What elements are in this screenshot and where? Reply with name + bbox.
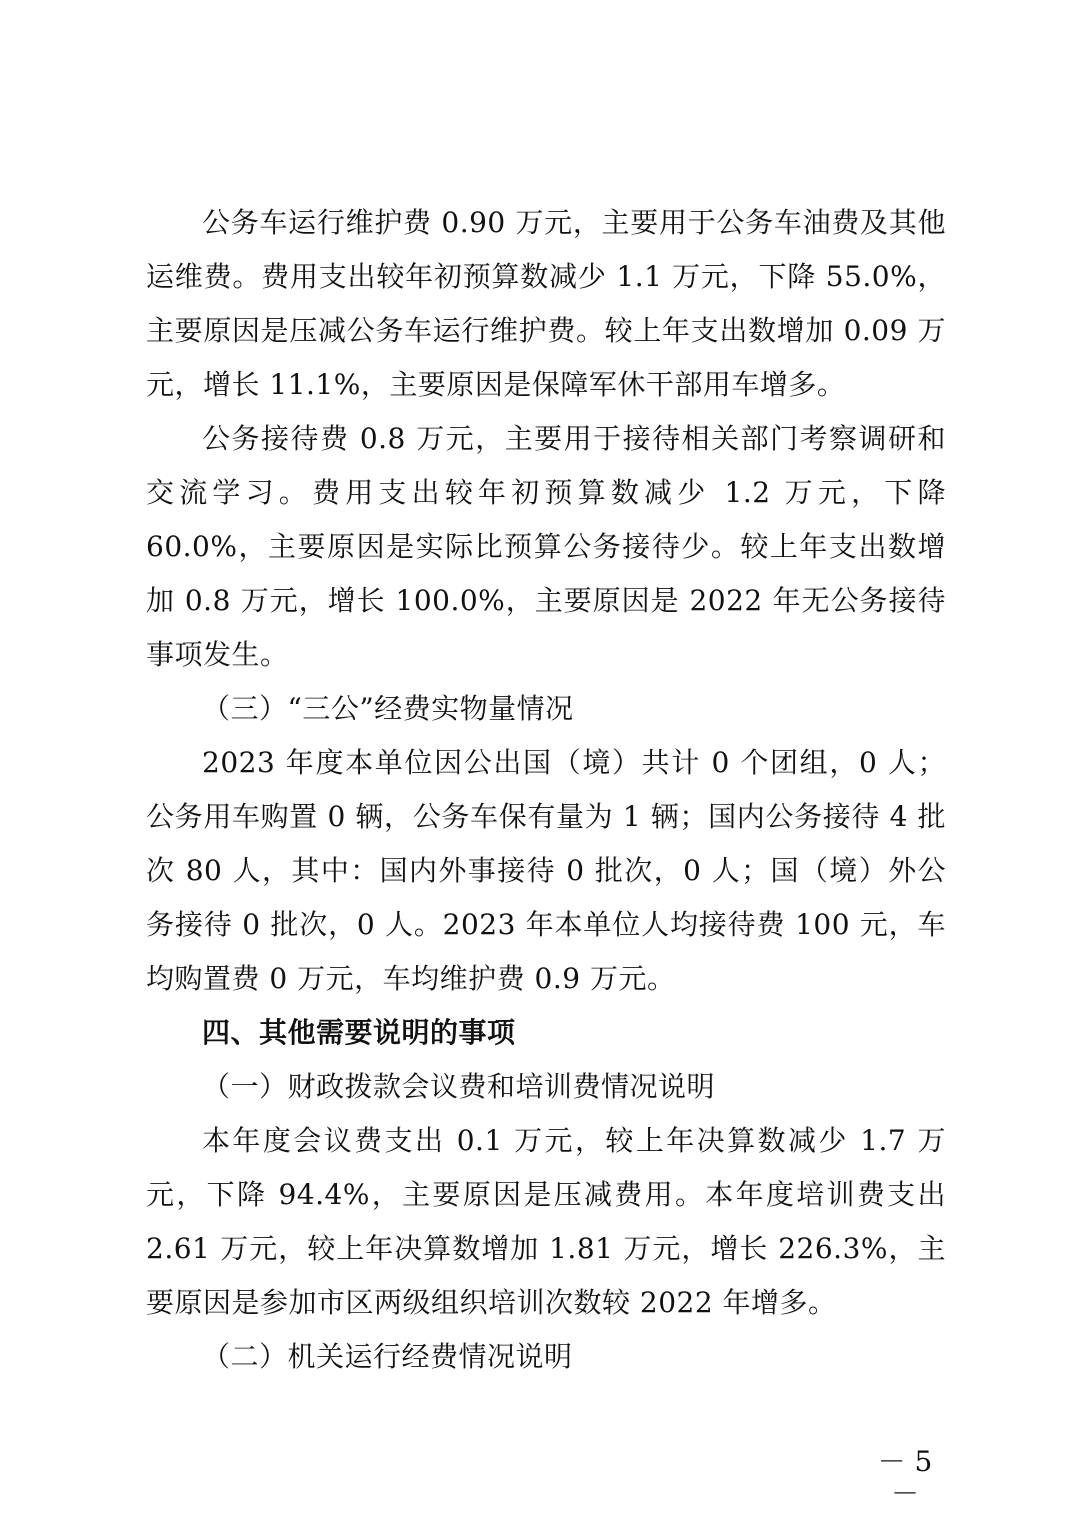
- paragraph-reception-expense: 公务接待费 0.8 万元，主要用于接待相关部门考察调研和交流学习。费用支出较年初预算数减少 1.2 万元，下降 60.0%，主要原因是实际比预算公务接待少。较上年支出数增加 0.8 万元，增长 100.0%，主要原因是 2022 年无公务接待事项发生。: [146, 422, 946, 671]
- section-heading-physical-quantity: （三）“三公”经费实物量情况: [202, 692, 574, 725]
- paragraph-meeting-training: 本年度会议费支出 0.1 万元，较上年决算数减少 1.7 万元，下降 94.4%，主要原因是压减费用。本年度培训费支出 2.61 万元，较上年决算数增加 1.81 万元，增长 226.3%，主要原因是参加市区两级组织培训次数较 2022 年增多。: [146, 1124, 946, 1319]
- document-body: [146, 196, 946, 1384]
- subsection-heading-meeting-training: （一）财政拨款会议费和培训费情况说明: [202, 1070, 716, 1103]
- paragraph-physical-quantity: 2023 年度本单位因公出国（境）共计 0 个团组，0 人；公务用车购置 0 辆，公务车保有量为 1 辆；国内公务接待 4 批次 80 人，其中：国内外事接待 0 批次，0 人；国（境）外公务接待 0 批次，0 人。2023 年本单位人均接待费 100 元，车均购置费 0 万元，车均维护费 0.9 万元。: [146, 746, 946, 995]
- paragraph-vehicle-maintenance: 公务车运行维护费 0.90 万元，主要用于公务车油费及其他运维费。费用支出较年初预算数减少 1.1 万元，下降 55.0%，主要原因是压减公务车运行维护费。较上年支出数增加 0.09 万元，增长 11.1%，主要原因是保障军休干部用车增多。: [146, 206, 946, 401]
- subsection-heading-operating-expenses: （二）机关运行经费情况说明: [202, 1340, 573, 1373]
- page-number: － 5 －: [877, 1445, 933, 1510]
- section-heading-other-matters: 四、其他需要说明的事项: [202, 1016, 516, 1049]
